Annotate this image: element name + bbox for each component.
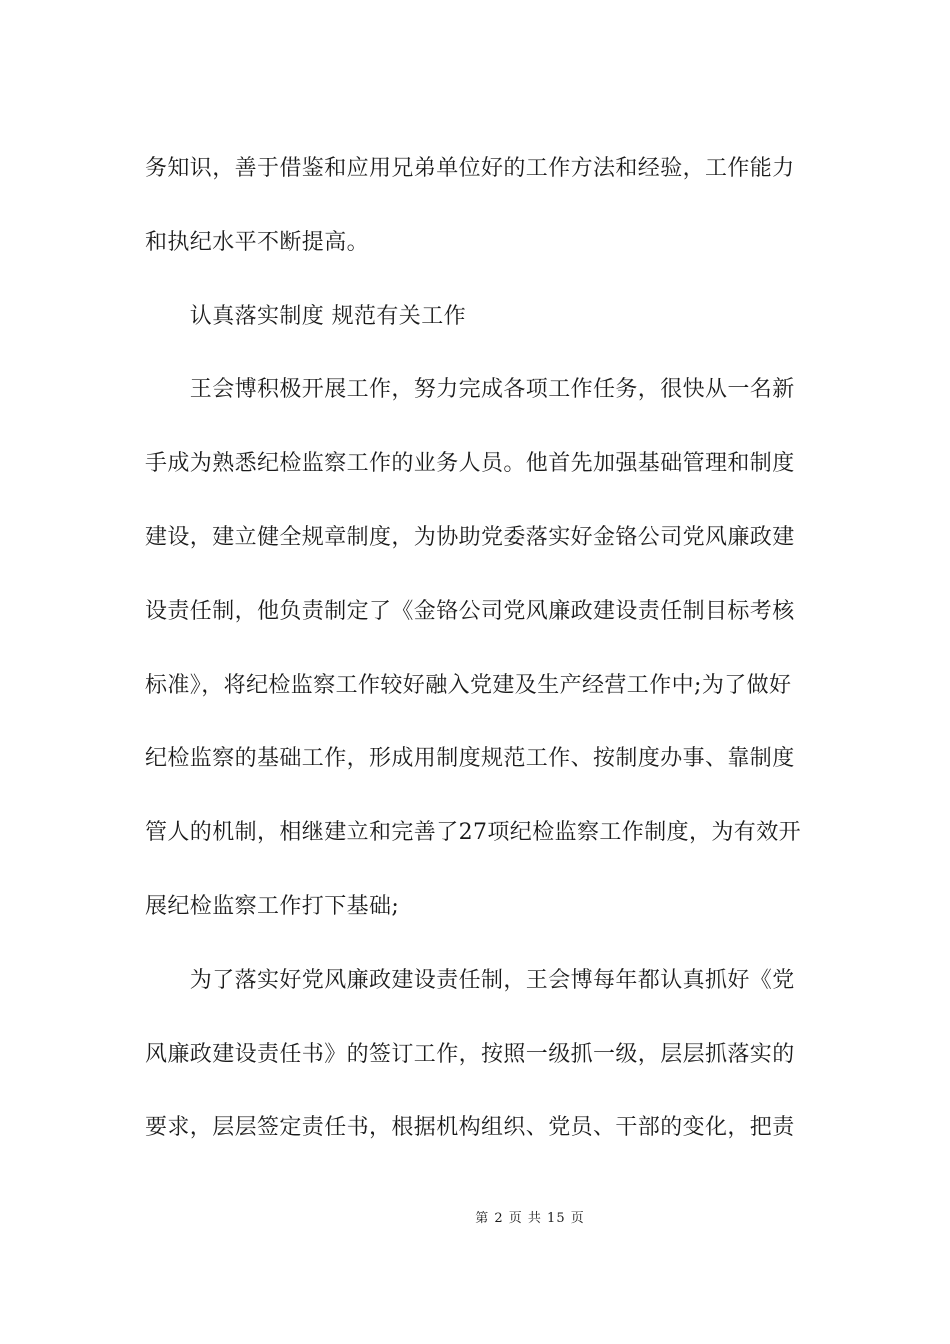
text-line: 设责任制，他负责制定了《金铬公司党风廉政建设责任制目标考核 [145, 598, 795, 624]
text-line: 管人的机制，相继建立和完善了27项纪检监察工作制度，为有效开 [145, 820, 801, 846]
section-heading: 认真落实制度 规范有关工作 [145, 303, 466, 329]
text-line: 为了落实好党风廉政建设责任制，王会博每年都认真抓好《党 [145, 967, 795, 993]
text-line: 和执纪水平不断提高。 [145, 229, 370, 255]
text-line: 展纪检监察工作打下基础; [145, 893, 400, 919]
text-line: 王会博积极开展工作，努力完成各项工作任务，很快从一名新 [145, 377, 795, 403]
text-line: 风廉政建设责任书》的签订工作，按照一级抓一级，层层抓落实的 [145, 1041, 795, 1067]
page-number-footer: 第 2 页 共 15 页 [475, 1211, 585, 1226]
text-line: 要求，层层签定责任书，根据机构组织、党员、干部的变化，把责 [145, 1115, 795, 1141]
text-line: 标准》，将纪检监察工作较好融入党建及生产经营工作中;为了做好 [145, 672, 792, 698]
text-line: 务知识，善于借鉴和应用兄弟单位好的工作方法和经验，工作能力 [145, 156, 795, 181]
text-line: 手成为熟悉纪检监察工作的业务人员。他首先加强基础管理和制度 [145, 451, 795, 477]
text-line: 纪检监察的基础工作，形成用制度规范工作、按制度办事、靠制度 [145, 746, 795, 772]
text-line: 建设，建立健全规章制度，为协助党委落实好金铬公司党风廉政建 [145, 524, 795, 550]
document-body [145, 132, 807, 1165]
